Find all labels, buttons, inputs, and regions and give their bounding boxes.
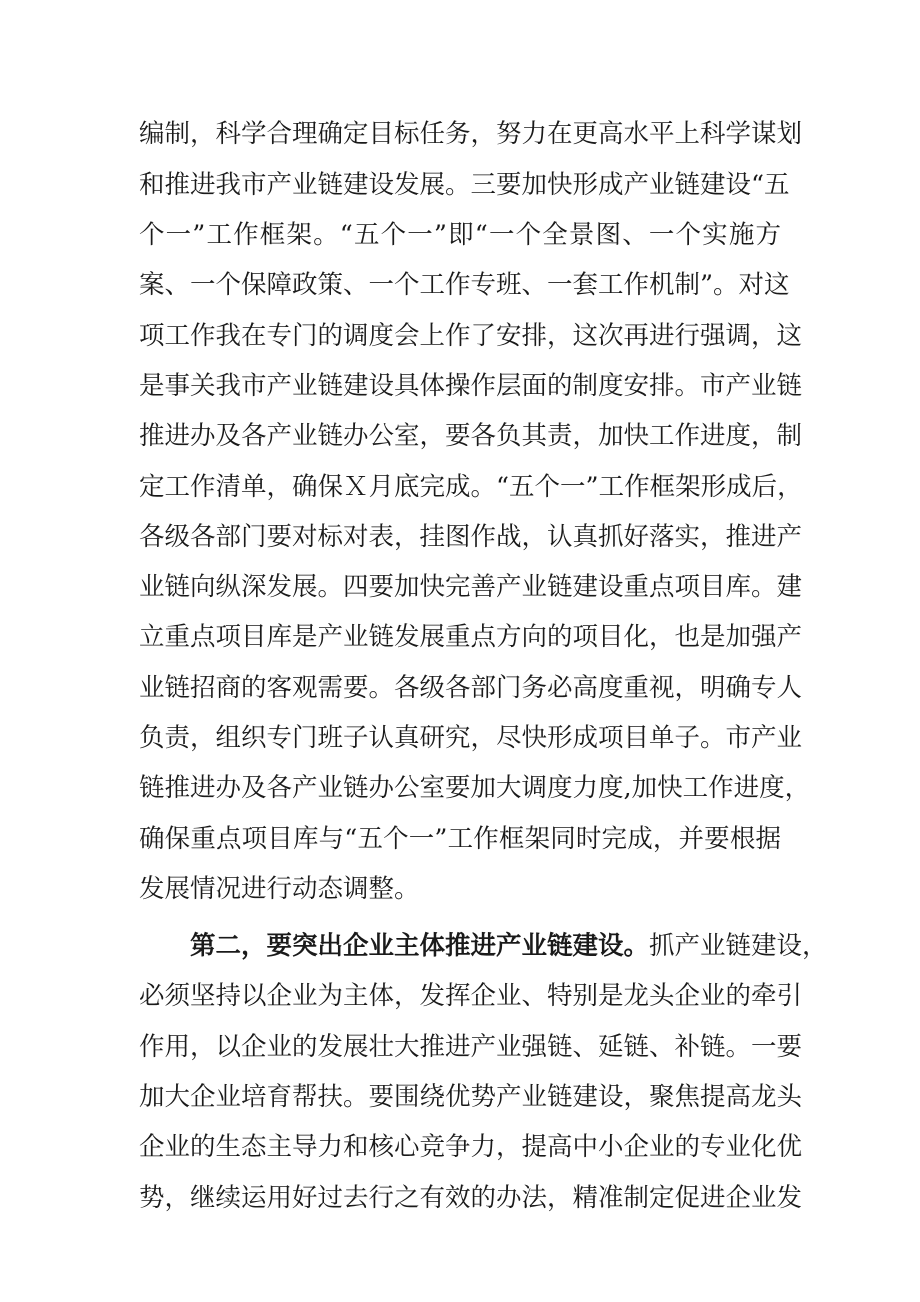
- text-line: 必须坚持以企业为主体，发挥企业、特别是龙头企业的牵引: [139, 981, 803, 1011]
- text-line: 推进办及各产业链办公室，要各负其责，加快工作进度，制: [139, 421, 803, 451]
- text-line: 定工作清单，确保Ｘ月底完成。“五个一”工作框架形成后，: [139, 472, 803, 502]
- text-line: 立重点项目库是产业链发展重点方向的项目化，也是加强产: [139, 622, 803, 652]
- text-line: 负责，组织专门班子认真研究，尽快形成项目单子。市产业: [139, 723, 803, 753]
- text-line: 项工作我在专门的调度会上作了安排，这次再进行强调，这: [139, 321, 803, 351]
- text-line: 业链向纵深发展。四要加快完善产业链建设重点项目库。建: [139, 572, 803, 602]
- text-line: 链推进办及各产业链办公室要加大调度力度,加快工作进度，: [139, 773, 811, 803]
- paragraph-heading: 第二，要突出企业主体推进产业链建设。: [190, 931, 650, 961]
- text-line: 编制，科学合理确定目标任务，努力在更高水平上科学谋划: [139, 119, 803, 149]
- text-line: 发展情况进行动态调整。: [139, 874, 420, 904]
- text-line: 势，继续运用好过去行之有效的办法，精准制定促进企业发: [139, 1183, 803, 1213]
- text-line: 个一”工作框架。“五个一”即“一个全景图、一个实施方: [139, 220, 781, 250]
- paragraph-heading-line: [190, 926, 828, 966]
- text-line: 企业的生态主导力和核心竞争力，提高中小企业的专业化优: [139, 1132, 803, 1162]
- text-line: 是事关我市产业链建设具体操作层面的制度安排。市产业链: [139, 371, 803, 401]
- text-line: 案、一个保障政策、一个工作专班、一套工作机制”。对这: [139, 270, 790, 300]
- text-line: 作用，以企业的发展壮大推进产业强链、延链、补链。一要: [139, 1032, 803, 1062]
- text-line: 加大企业培育帮扶。要围绕优势产业链建设，聚焦提高龙头: [139, 1082, 803, 1112]
- text-line: 各级各部门要对标对表，挂图作战，认真抓好落实，推进产: [139, 522, 803, 552]
- paragraph-heading-rest: 抓产业链建设，: [649, 931, 828, 961]
- text-line: 确保重点项目库与“五个一”工作框架同时完成，并要根据: [139, 824, 781, 854]
- text-line: 和推进我市产业链建设发展。三要加快形成产业链建设“五: [139, 170, 790, 200]
- text-line: 业链招商的客观需要。各级各部门务必高度重视，明确专人: [139, 673, 803, 703]
